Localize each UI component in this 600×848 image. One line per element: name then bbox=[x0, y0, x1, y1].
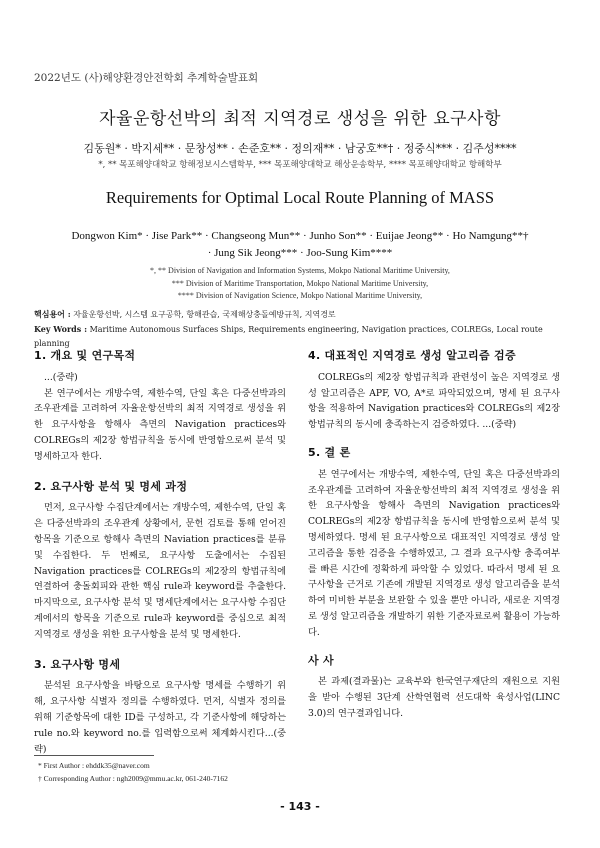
section-paragraph: 본 과제(결과물)는 교육부와 한국연구재단의 재원으로 지원을 받아 수행된 3단계 산학연협력 선도대학 육성사업(LINC 3.0)의 연구결과입니다. bbox=[308, 676, 560, 719]
keywords-korean bbox=[34, 307, 574, 322]
footnotes bbox=[38, 759, 228, 785]
korean-authors: 김동원* · 박지세** · 문창성** · 손준호** · 정의재** · 남궁호**† · 정중식*** · 김주성**** bbox=[83, 142, 517, 155]
section-heading: 사 사 bbox=[308, 653, 334, 667]
english-affiliations bbox=[0, 265, 600, 303]
affiliation-line: **** Division of Navigation Science, Mokpo National Maritime University, bbox=[177, 291, 423, 300]
section-paragraph: 본 연구에서는 개방수역, 제한수역, 단일 혹은 다중선박과의 조우관계를 고려하여 자율운항선박의 최적 지역경로 생성을 위한 요구사항을 항해사 측면의 Navigation practices와 COLREGs의 제2장 항법규칙을 동시에 반영함으로써 분석 및 명세하고자 한다. bbox=[34, 387, 286, 462]
section-conclusion bbox=[308, 445, 560, 641]
section-paragraph: 분석된 요구사항을 바탕으로 요구사항 명세를 수행하기 위해, 요구사항 식별자 정의를 수행하였다. 먼저, 식별자 정의를 위해 기준항목에 대한 ID를 구성하고, 각 기준사항에 해당하는 rule no.와 keyword no.를 입력함으로써 체계화시킨다...(중략) bbox=[34, 680, 286, 755]
keywords-korean-label: 핵심용어 : bbox=[34, 309, 71, 319]
section-heading: 2. 요구사항 분석 및 명세 과정 bbox=[34, 479, 188, 493]
korean-affiliations: *, ** 목포해양대학교 항해정보시스템학부, *** 목포해양대학교 해상운송학부, **** 목포해양대학교 항해학부 bbox=[98, 160, 502, 170]
keywords-english-text: Maritime Autonomous Surfaces Ships, Requirements engineering, Navigation practices, COLREGs, Local route planning bbox=[34, 325, 543, 348]
footnote-divider bbox=[34, 755, 154, 756]
section-specification bbox=[34, 657, 286, 758]
footnote-corresponding-author: † Corresponding Author : ngh2009@mmu.ac.kr, 061-240-7162 bbox=[38, 774, 228, 783]
section-heading: 1. 개요 및 연구목적 bbox=[34, 349, 136, 362]
conference-header: 2022년도 (사)해양환경안전학회 추계학술발표회 bbox=[34, 72, 259, 84]
section-overview bbox=[34, 348, 286, 465]
affiliation-line: *** Division of Maritime Transportation, Mokpo National Maritime University, bbox=[171, 278, 429, 288]
section-paragraph: 먼저, 요구사항 수집단계에서는 개방수역, 제한수역, 단일 혹은 다중선박과의 조우관계 상황에서, 문헌 검토를 통해 얻어진 항목을 기준으로 항해사 측면의 Naviation practices를 분류 및 수집한다. 두 번째로, 요구사항 도출에서는 수집된 Navigation practices를 COLREGs의 제2장의 항법규칙에 연결하여 충돌회피와 관한 핵심 rule과 keyword를 추출한다. 마지막으로, 요구사항 분석 및 명세단계에서는 요구사항 수집단계에서의 항목을 기준으로 rule과 keyword를 중심으로 최적 지역경로 생성을 위한 요구사항을 분석 및 명세한다. bbox=[34, 502, 286, 640]
section-verification bbox=[308, 348, 560, 433]
section-heading: 4. 대표적인 지역경로 생성 알고리즘 검증 bbox=[308, 349, 516, 362]
section-acknowledgement bbox=[308, 653, 560, 722]
affiliation-line: *, ** Division of Navigation and Information Systems, Mokpo National Maritime University, bbox=[150, 266, 450, 275]
section-heading: 5. 결 론 bbox=[308, 445, 351, 459]
section-paragraph: COLREGs의 제2장 항법규칙과 관련성이 높은 지역경로 생성 알고리즘은 APF, VO, A*로 파악되었으며, 명세 된 요구사항을 적용하여 Navigation practices와 COLREGs의 제2장 항법규칙의 동시에 충족하는지 검증하였다. ...(중략) bbox=[308, 371, 560, 431]
right-column bbox=[308, 348, 560, 722]
english-authors-line2: · Jung Sik Jeong*** · Joo-Sung Kim**** bbox=[207, 247, 393, 259]
left-column bbox=[34, 348, 286, 757]
section-heading: 3. 요구사항 명세 bbox=[34, 657, 121, 671]
section-process bbox=[34, 479, 286, 643]
section-paragraph: ...(중략) bbox=[44, 371, 78, 383]
page-number: - 143 - bbox=[280, 800, 320, 813]
english-authors bbox=[0, 228, 600, 262]
keywords-block bbox=[34, 307, 574, 351]
korean-title: 자율운항선박의 최적 지역경로 생성을 위한 요구사항 bbox=[99, 109, 501, 129]
section-paragraph: 본 연구에서는 개방수역, 제한수역, 단일 혹은 다중선박과의 조우관계를 고려하여 자율운항선박의 최적 지역경로 생성을 위한 요구사항을 항해사 측면의 Navigation practices와 COLREGs의 제2장 항법규칙을 동시에 반영함으로써 분석 및 명세하였다. 명세 된 요구사항으로 대표적인 지역경로 생성 알고리즘을 통한 검증을 수행하였고, 그 결과 요구사항 충족여부를 빠른 시간에 정확하게 파악할 수 있었다. 따라서 명세 된 요구사항을 근거로 기존에 개발된 지역경로 생성 알고리즘을 분석하여 미비한 부분을 보완할 수 있을 뿐만 아니라, 새로운 지역경로 생성 알고리즘을 개발하기 위한 기준자료로써 활용이 가능하다. bbox=[308, 468, 560, 638]
footnote-first-author: * First Author : ehddk35@naver.com bbox=[38, 761, 150, 770]
english-authors-line1: Dongwon Kim* · Jise Park** · Changseong Mun** · Junho Son** · Euijae Jeong** · Ho Namgung**† bbox=[71, 230, 529, 242]
keywords-korean-text: 자율운항선박, 시스템 요구공학, 항해관습, 국제해상충돌예방규칙, 지역경로 bbox=[73, 310, 336, 319]
english-title: Requirements for Optimal Local Route Planning of MASS bbox=[105, 188, 495, 207]
keywords-english-label: Key Words : bbox=[34, 324, 88, 334]
keywords-english bbox=[34, 322, 574, 351]
